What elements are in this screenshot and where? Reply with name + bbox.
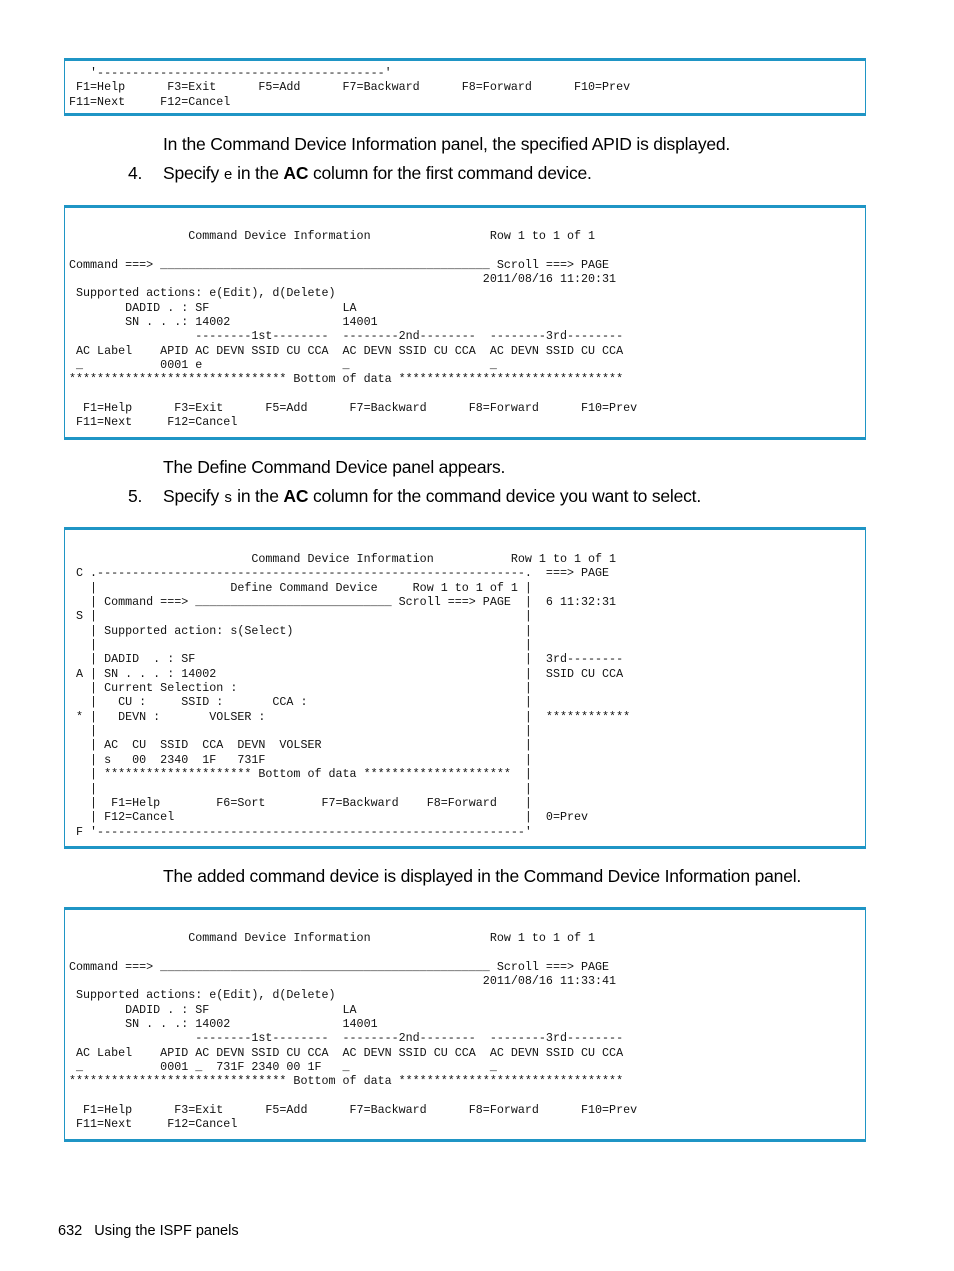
text-added-device-displayed: The added command device is displayed in the Command Device Information panel. [163,866,802,886]
step-5-text-middle: in the [232,486,284,506]
step-4-text-after: column for the first command device. [308,163,592,183]
step-4-text-middle: in the [232,163,284,183]
panel-define-command-device-text: Command Device Information Row 1 to 1 of 1 C .-------------------------------------------------------------. ===> PAGE | Define Command Device Row 1 to 1 of 1 | | Command ===> ____________________________ Scroll ===> PAGE | 6 11:32:31 S | | | Supported action: s(Select) | | | | DADID . : SF | 3rd-------- A | SN . . . : 14002 | SSID CU CCA | Current Selection : | | CU : SSID : CCA : | * | DEVN : VOLSER : | ************ | | | AC CU SSID CCA DEVN VOLSER | | s 00 2340 1F 731F | | ********************* Bottom of data ********************* | | | | F1=Help F6=Sort F7=Backward F8=Forward | | F12=Cancel | 0=Prev F '-------------------------------------------------------------' [76,552,631,839]
panel-define-command-device [64,527,866,849]
step-4-text-before: Specify [163,163,224,183]
panel-command-device-info-result-text: Command Device Information Row 1 to 1 of 1 Command ===> _______________________________________________ Scroll ===> PAGE 2011/08/16 11:33:41 Supported actions: e(Edit), d(Delete) DADID . : SF LA SN . . .: 14002 14001 --------1st-------- --------2nd-------- --------3rd-------- AC Label APID AC DEVN SSID CU CCA AC DEVN SSID CU CCA AC DEVN SSID CU CCA _ 0001 _ 731F 2340 00 1F _ _ ******************************* Bottom of data ******************************** F1=Help F3=Exit F5=Add F7=Backward F8=Forward F10=Prev F11=Next F12=Cancel [69,931,638,1132]
step-4-code: e [223,167,233,184]
page-footer [58,1221,239,1241]
step-5-bold: AC [283,486,309,506]
panel-fkey-fragment-text: '-----------------------------------------' F1=Help F3=Exit F5=Add F7=Backward F8=Forward F10=Prev F11=Next F12=Cancel [69,66,631,109]
step-4-number: 4. [128,163,143,183]
step-5-text-before: Specify [163,486,224,506]
panel-command-device-info-edit-text: Command Device Information Row 1 to 1 of 1 Command ===> _______________________________________________ Scroll ===> PAGE 2011/08/16 11:20:31 Supported actions: e(Edit), d(Delete) DADID . : SF LA SN . . .: 14002 14001 --------1st-------- --------2nd-------- --------3rd-------- AC Label APID AC DEVN SSID CU CCA AC DEVN SSID CU CCA AC DEVN SSID CU CCA _ 0001 e _ _ ******************************* Bottom of data ******************************** F1=Help F3=Exit F5=Add F7=Backward F8=Forward F10=Prev F11=Next F12=Cancel [69,229,638,430]
text-define-panel-appears: The Define Command Device panel appears. [163,457,506,477]
page-number: 632 [58,1223,83,1239]
footer-section-title: Using the ISPF panels [94,1223,239,1239]
panel-command-device-info-edit [64,205,866,440]
text-apid-displayed: In the Command Device Information panel, the specified APID is displayed. [163,134,731,154]
step-5 [128,485,701,510]
step-5-number: 5. [128,486,143,506]
step-4-bold: AC [283,163,309,183]
step-5-code: s [223,490,233,507]
panel-command-device-info-result [64,907,866,1142]
step-5-text-after: column for the command device you want to select. [308,486,701,506]
step-4 [128,162,592,187]
panel-fkey-fragment [64,58,866,116]
